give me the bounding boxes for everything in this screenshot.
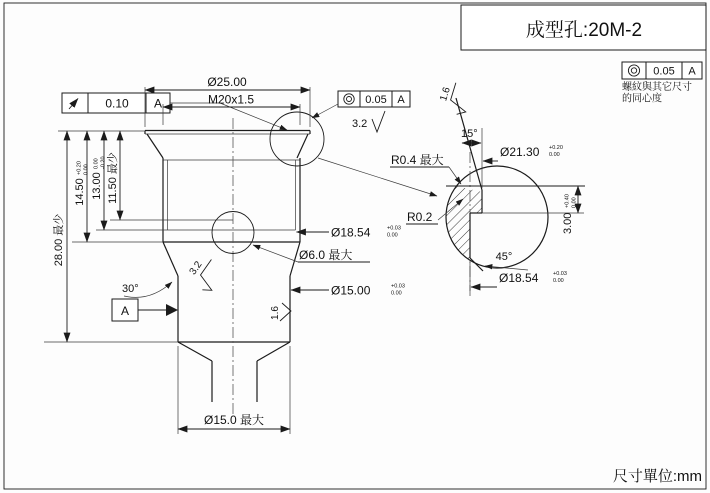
surface-finish-chamfer bbox=[184, 252, 227, 294]
dim-text: R0.4 最大 bbox=[391, 153, 444, 167]
sf-value: 1.6 bbox=[270, 306, 281, 320]
dim-text: Ø25.00 bbox=[207, 75, 247, 89]
dim-text: 15° bbox=[461, 128, 478, 140]
fcf-concentric bbox=[312, 91, 410, 118]
dim-text: 45° bbox=[495, 251, 513, 263]
dim-text: Ø18.54 bbox=[499, 271, 539, 285]
dim-text: 11.50 最少 bbox=[107, 152, 119, 204]
title-block bbox=[461, 5, 706, 50]
sf-value: 1.6 bbox=[438, 85, 453, 103]
dim-dia15 bbox=[291, 284, 405, 298]
tol-upper: 0.00 bbox=[93, 158, 100, 169]
surface-finish-side bbox=[270, 303, 291, 321]
tol-upper: +0.03 bbox=[387, 225, 401, 232]
dim-dia6 bbox=[253, 245, 370, 262]
dim-ang30 bbox=[122, 282, 172, 297]
dim-text: 13.00 bbox=[91, 172, 103, 200]
surface-finish-icon bbox=[280, 303, 291, 321]
dim-thread bbox=[163, 93, 300, 126]
fcf-datum: A bbox=[397, 94, 405, 106]
dim-text: 14.50 bbox=[74, 178, 86, 206]
note-tolerance: 0.05 bbox=[653, 65, 675, 78]
tol-upper: +0.03 bbox=[553, 271, 567, 277]
dim-r04 bbox=[390, 152, 461, 184]
runout-tolerance: 0.10 bbox=[105, 96, 129, 111]
concentricity-note bbox=[622, 62, 702, 105]
dim-dia15-bottom bbox=[178, 346, 290, 434]
sf-value: 3.2 bbox=[187, 259, 205, 278]
dim-text: Ø15.0 最大 bbox=[203, 413, 265, 427]
surface-finish-top bbox=[352, 111, 385, 132]
fcf-tolerance: 0.05 bbox=[365, 94, 387, 106]
dim-text: Ø15.00 bbox=[331, 283, 371, 298]
dim-text: 30° bbox=[122, 283, 139, 295]
dim-dia2130 bbox=[483, 145, 563, 161]
tol-upper: +0.03 bbox=[391, 283, 405, 290]
fcf-leader bbox=[312, 104, 338, 118]
dim-text: Ø18.54 bbox=[331, 225, 371, 240]
dim-ang15 bbox=[461, 128, 481, 143]
detail-sf16 bbox=[436, 79, 473, 116]
dim-dia1854-main bbox=[297, 226, 401, 240]
dim-text: Ø21.30 bbox=[500, 145, 540, 159]
dim-text: R0.2 bbox=[407, 210, 433, 224]
dim-1150 bbox=[105, 131, 120, 220]
units-label: 尺寸單位:mm bbox=[612, 468, 702, 485]
note-desc-line1: 螺紋與其它尺寸 bbox=[622, 82, 692, 93]
detail-view bbox=[430, 98, 585, 296]
dim-1450 bbox=[74, 131, 90, 242]
tol-lower: 0.00 bbox=[387, 232, 398, 239]
section-hatch bbox=[430, 186, 497, 291]
datum-label: A bbox=[120, 304, 130, 318]
tol-upper: +0.20 bbox=[549, 145, 563, 151]
sheet-border bbox=[4, 3, 706, 489]
tol-upper: +0.20 bbox=[76, 161, 83, 175]
runout-datum: A bbox=[153, 96, 163, 111]
tol-lower: 0.00 bbox=[571, 197, 578, 208]
dim-28 bbox=[51, 131, 67, 342]
tol-lower: 0.00 bbox=[549, 152, 560, 158]
tol-upper: +0.40 bbox=[564, 194, 571, 208]
page-title: 成型孔:20M-2 bbox=[525, 20, 643, 41]
surface-finish-icon bbox=[372, 111, 385, 132]
dim-text: Ø6.0 最大 bbox=[299, 248, 353, 262]
tol-lower: -0.20 bbox=[100, 156, 107, 169]
dim-h300 bbox=[562, 186, 578, 234]
datum-a bbox=[112, 299, 178, 321]
dim-text: M20x1.5 bbox=[207, 92, 255, 107]
tol-lower: 0.00 bbox=[553, 278, 564, 284]
datum-triangle bbox=[166, 304, 178, 316]
dim-1300 bbox=[91, 131, 107, 230]
tol-lower: 0.00 bbox=[83, 164, 90, 175]
note-datum: A bbox=[688, 65, 696, 78]
dim-text: 3.00 bbox=[562, 212, 574, 234]
dim-dia1854-detail bbox=[471, 271, 567, 287]
sf-value: 3.2 bbox=[352, 118, 368, 130]
dim-text: 28.00 最少 bbox=[53, 213, 65, 267]
tol-lower: 0.00 bbox=[391, 290, 402, 297]
note-desc-line2: 的同心度 bbox=[622, 93, 662, 105]
